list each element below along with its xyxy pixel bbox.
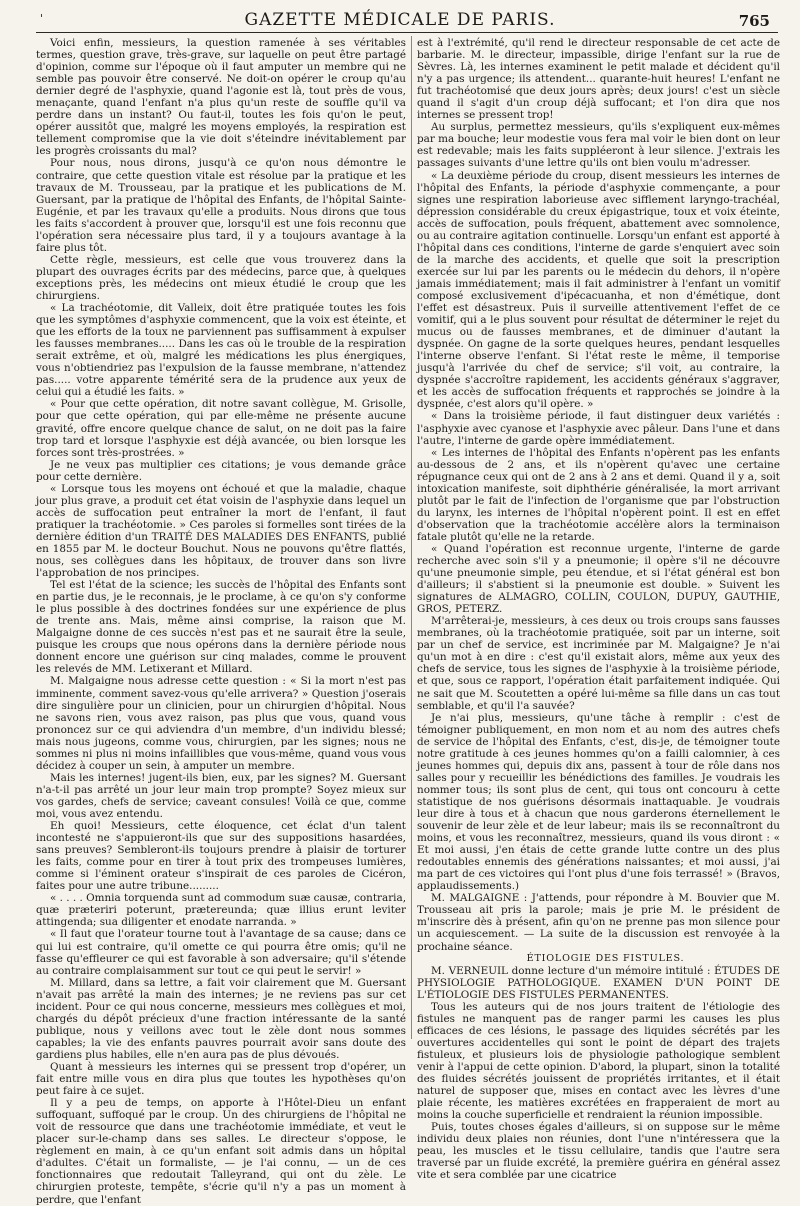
paragraph: est à l'extrémité, qu'il rend le directeur responsable de cet acte de barbarie. M. le directeur, impassible, dirige l'enfant sur la rue de Sèvres. Là, les internes examinent le petit malade et décident qu'il n'y a pas urgence; ils attendent... quarante-huit heures! L'enfant ne fut trachéotomisé que deux jours après; deux jours! c'est un siècle quand il s'agit d'un croup déjà suffocant; et l'on dira que nos internes se pressent trop! bbox=[417, 37, 780, 122]
paragraph: Pour nous, nous dirons, jusqu'à ce qu'on nous démontre le contraire, que cette question vitale est résolue par la pratique et les travaux de M. Trousseau, par la pratique et les publications de M. Guersant, par la pratique de l'hôpital des Enfants, de l'hôpital Sainte-Eugénie, et par les travaux qu'elle a produits. Nous dirons que tous les faits s'accordent à prouver que, lorsqu'il est une fois reconnu que l'opération sera nécessaire plus tard, il y a toujours avantage à la faire plus tôt. bbox=[36, 157, 406, 254]
column-divider bbox=[411, 36, 412, 1039]
header-rule bbox=[36, 32, 778, 33]
paragraph: « Pour que cette opération, dit notre savant collègue, M. Grisolle, pour que cette opération, qui par elle-même ne présente aucune gravité, offre encore quelque chance de salut, on ne doit pas la faire trop tard et lorsque l'asphyxie est déjà avancée, ou bien lorsque les forces sont très-prostrées. » bbox=[36, 398, 406, 459]
paragraph: M. Malgaigne nous adresse cette question : « Si la mort n'est pas imminente, comment savez-vous qu'elle arrivera? » Question j'oserais dire singulière pour un clinicien, pour un chirurgien d'hôpital. Nous ne savons rien, vous avez raison, pas plus que vous, quand vous prononcez sur ce qui adviendra d'un membre, d'un individu blessé; mais nous jugeons, comme vous, chirurgien, par les signes; nous ne sommes ni plus ni moins infaillibles que vous-même, quand vous vous décidez à couper un sein, à amputer un membre. bbox=[36, 675, 406, 772]
paragraph: Tous les auteurs qui de nos jours traitent de l'étiologie des fistules ne manquent pas de ranger parmi les causes les plus efficaces de ces lésions, le passage des liquides sécrétés par les ouvertures accidentelles qui sont le point de départ des trajets fistuleux, et plusieurs lois de physiologie pathologique semblent venir à l'appui de cette opinion. D'abord, la plupart, sinon la totalité des fluides sécrétés jouissent de propriétés irritantes, et il était naturel de supposer que, mises en contact avec les lèvres d'une plaie récente, les matières excrétées en frapperaient de mort au moins la couche superficielle et rendraient la réunion impossible. bbox=[417, 1000, 780, 1122]
right-main-text bbox=[417, 37, 780, 953]
paragraph: M'arrêterai-je, messieurs, à ces deux ou trois croups sans fausses membranes, où la trachéotomie pratiquée, soit par un interne, soit par un chef de service, est incriminée par M. Malgaigne? Je n'ai qu'un mot à en dire : c'est qu'il existait alors, même aux yeux des chefs de service, tous les signes de l'asphyxie à la troisième période, et que, sous ce rapport, l'opération était parfaitement indiquée. Qui ne sait que M. Scoutetten a opéré lui-même sa fille dans un cas tout semblable, et qu'il l'a sauvée? bbox=[417, 615, 780, 712]
header-mark: ' bbox=[40, 12, 44, 25]
paragraph: M. MALGAIGNE : J'attends, pour répondre à M. Bouvier que M. Trousseau ait pris la parole; mais je prie M. le président de m'inscrire dès à présent, afin qu'on ne prenne pas mon silence pour un acquiescement. — La suite de la discussion est renvoyée à la prochaine séance. bbox=[417, 892, 780, 953]
paragraph: Je n'ai plus, messieurs, qu'une tâche à remplir : c'est de témoigner publiquement, en mon nom et au nom des autres chefs de service de l'hôpital des Enfants, c'est, dis-je, de témoigner toute notre gratitude à ces jeunes hommes qu'on a failli calomnier, à ces jeunes hommes qui, depuis dix ans, passent à tour de rôle dans nos salles pour y recueillir les bénédictions des familles. Je voudrais les nommer tous; ils sont plus de cent, qui tous ont concouru à cette statistique de nos guérisons désormais inattaquable. Je voudrais leur dire à tous et à chacun que nous garderons éternellement le souvenir de leur zèle et de leur labeur; mais ils se reconnaîtront du moins, et vous les reconnaîtrez, messieurs, quand ils vous diront : « Et moi aussi, j'en étais de cette grande lutte contre un des plus redoutables ennemis des générations naissantes; et moi aussi, j'ai ma part de ces victoires qui l'ont plus d'une fois terrassé! » (Bravos, applaudissements.) bbox=[417, 711, 780, 893]
paragraph: « . . . . Omnia torquenda sunt ad commodum suæ causæ, contraria, quæ præteriri poterunt, prætereunda; quæ illius erunt leviter attingenda; sua diligenter et enodate narranda. » bbox=[36, 892, 406, 929]
right-column bbox=[417, 37, 780, 1182]
paragraph: Puis, toutes choses égales d'ailleurs, si on suppose sur le même individu deux plaies non réunies, dont l'une n'intéressera que la peau, les muscles et le tissu cellulaire, tandis que l'autre sera traversé par un fluide excrété, la première guérira en général assez vite et sera comblée par une cicatrice bbox=[417, 1121, 780, 1182]
paragraph: Il y a peu de temps, on apporte à l'Hôtel-Dieu un enfant suffoquant, suffoqué par le croup. Un des chirurgiens de l'hôpital ne voit de ressource que dans une trachéotomie immédiate, et veut le placer sur-le-champ dans ses salles. Le directeur s'oppose, le règlement en main, à ce qu'un enfant soit admis dans un hôpital d'adultes. C'était un formaliste, — je l'ai connu, — un de ces fonctionnaires que redoutait Talleyrand, qui ont du zèle. Le chirurgien proteste, tempête, s'écrie qu'il n'y a pas un moment à perdre, que l'enfant bbox=[36, 1097, 406, 1206]
left-column bbox=[36, 37, 406, 1206]
page-number: 765 bbox=[738, 12, 770, 30]
paragraph: Cette règle, messieurs, est celle que vous trouverez dans la plupart des ouvrages écrits par des médecins, parce que, à quelques exceptions près, les médecins ont mieux étudié le croup que les chirurgiens. bbox=[36, 253, 406, 302]
page-header bbox=[0, 8, 800, 32]
paragraph: « La deuxième période du croup, disent messieurs les internes de l'hôpital des Enfants, la période d'asphyxie commençante, a pour signes une respiration laborieuse avec sifflement laryngo-trachéal, dépression considérable du creux épigastrique, toux et voix éteinte, accès de suffocation, pouls fréquent, abattement avec somnolence, ou au contraire agitation continuelle. Lorsqu'un enfant est apporté à l'hôpital dans ces conditions, l'interne de garde s'enquiert avec soin de la marche des accidents, et quelle que soit la prescription exercée sur lui par les parents ou le médecin du dehors, il n'opère jamais immédiatement; mais il fait administrer à l'enfant un vomitif composé exclusivement d'ipécacuanha, et non d'émétique, dont l'effet est désastreux. Puis il surveille attentivement l'effet de ce vomitif, qui a le plus souvent pour résultat de déterminer le rejet du mucus ou de fausses membranes, et de diminuer d'autant la dyspnée. On gagne de la sorte quelques heures, pendant lesquelles l'interne observe l'enfant. Si l'état reste le même, il temporise jusqu'à l'arrivée du chef de service; s'il voit, au contraire, la dyspnée s'accroître rapidement, les accidents généraux s'aggraver, et les accès de suffocation fréquents et rapprochés se joindre à la dyspnée, c'est alors qu'il opère. » bbox=[417, 169, 780, 411]
paragraph: « Il faut que l'orateur tourne tout à l'avantage de sa cause; dans ce qui lui est contraire, qu'il omette ce qui pourra être omis; qu'il ne fasse qu'effleurer ce qui est favorable à son adversaire; qu'il s'étende au contraire complaisamment sur tout ce qui peut le servir! » bbox=[36, 928, 406, 977]
paragraph: « Les internes de l'hôpital des Enfants n'opèrent pas les enfants au-dessous de 2 ans, et ils n'opèrent qu'avec une certaine répugnance ceux qui ont de 2 ans à 2 ans et demi. Quand il y a, soit intoxication manifeste, soit diphthérie généralisée, la mort arrivant plutôt par le fait de l'infection de l'organisme que par l'obstruction du larynx, les internes de l'hôpital n'opèrent point. Il est en effet d'observation que la trachéotomie accélère alors la terminaison fatale plutôt qu'elle ne la retarde. bbox=[417, 446, 780, 543]
paragraph: Mais les internes! jugent-ils bien, eux, par les signes? M. Guersant n'a-t-il pas arrêté un jour leur main trop prompte? Soyez mieux sur vos gardes, chefs de service; caveant consules! Voilà ce que, comme moi, vous avez entendu. bbox=[36, 771, 406, 820]
paragraph: M. Millard, dans sa lettre, a fait voir clairement que M. Guersant n'avait pas arrêté la main des internes; je ne reviens pas sur cet incident. Pour ce qui nous concerne, messieurs mes collègues et moi, chargés du dépôt précieux d'une fraction intéressante de la santé publique, nous y veillons avec tout le zèle dont nous sommes capables; la vie des enfants pauvres pourrait avoir sans doute des gardiens plus habiles, elle n'en aura pas de plus dévoués. bbox=[36, 976, 406, 1061]
paragraph: Je ne veux pas multiplier ces citations; je vous demande grâce pour cette dernière. bbox=[36, 458, 406, 483]
paragraph: Quant à messieurs les internes qui se pressent trop d'opérer, un fait entre mille vous en dira plus que toutes les hypothèses qu'on peut faire à ce sujet. bbox=[36, 1060, 406, 1098]
paragraph: Tel est l'état de la science; les succès de l'hôpital des Enfants sont en partie dus, je le reconnais, je le proclame, à ce qu'on s'y conforme le plus possible à des doctrines fondées sur une expérience de plus de trente ans. Mais, même ainsi comprise, la raison que M. Malgaigne donne de ces succès n'est pas et ne saurait être la seule, puisque les croups que nous opérons dans la dernière période nous donnent encore une guérison sur cinq malades, comme le prouvent les relevés de MM. Letixerant et Millard. bbox=[36, 579, 406, 676]
paragraph: « Dans la troisième période, il faut distinguer deux variétés : l'asphyxie avec cyanose et l'asphyxie avec pâleur. Dans l'une et dans l'autre, l'interne de garde opère immédiatement. bbox=[417, 410, 780, 447]
paragraph: Au surplus, permettez messieurs, qu'ils s'expliquent eux-mêmes par ma bouche; leur modestie vous fera mal voir le bien dont on leur est redevable; mais les faits suppléeront à leur silence. J'extrais les passages suivants d'une lettre qu'ils ont bien voulu m'adresser. bbox=[417, 121, 780, 170]
section-body bbox=[417, 965, 780, 1182]
journal-title: GAZETTE MÉDICALE DE PARIS. bbox=[244, 10, 556, 30]
paragraph: « Lorsque tous les moyens ont échoué et que la maladie, chaque jour plus grave, a produit cet état voisin de l'asphyxie dans lequel un accès de suffocation peut entraîner la mort de l'enfant, il faut pratiquer la trachéotomie. » Ces paroles si formelles sont tirées de la dernière édition d'un TRAITÉ DES MALADIES DES ENFANTS, publié en 1855 par M. le docteur Bouchut. Nous ne pouvons qu'être flattés, nous, ses collègues dans les hôpitaux, de trouver dans son livre l'approbation de nos principes. bbox=[36, 482, 406, 580]
paragraph: Voici enfin, messieurs, la question ramenée à ses véritables termes, question grave, très-grave, sur laquelle on peut être partagé d'opinion, comme sur l'époque où il faut amputer un membre qui ne semble pas pouvoir être conservé. Ne doit-on opérer le croup qu'au dernier degré de l'asphyxie, quand l'agonie est là, tout près de vous, menaçante, quand l'enfant n'a plus qu'un reste de souffle qu'il va perdre dans un instant? Ou faut-il, toutes les fois qu'on le peut, opérer aussitôt que, malgré les moyens employés, la respiration est tellement compromise que la vie doit s'éteindre inévitablement par les progrès croissants du mal? bbox=[36, 37, 406, 158]
paragraph: « Quand l'opération est reconnue urgente, l'interne de garde recherche avec soin s'il y a pneumonie; il opère s'il ne découvre qu'une pneumonie simple, peu étendue, et si l'état général est bon d'ailleurs; il s'abstient si la pneumonie est double. » Suivent les signatures de ALMAGRO, COLLIN, COULON, DUPUY, GAUTHIE, GROS, PETERZ. bbox=[417, 542, 780, 616]
paragraph: Eh quoi! Messieurs, cette éloquence, cet éclat d'un talent incontesté ne s'appuieront-ils que sur des suppositions hasardées, sans preuves? Sembleront-ils toujours prendre à plaisir de torturer les faits, comme pour en tirer à tout prix des trompeuses lumières, comme si l'éminent orateur s'inspirait de ces paroles de Cicéron, faites pour une autre tribune......... bbox=[36, 820, 406, 893]
paragraph: « La trachéotomie, dit Valleix, doit être pratiquée toutes les fois que les symptômes d'asphyxie commencent, que la voix est éteinte, et que les efforts de la toux ne parviennent pas suffisamment à expulser les fausses membranes..... Dans les cas où le trouble de la respiration serait extrême, et où, malgré les médications les plus énergiques, vous n'obtiendriez pas l'expulsion de la fausse membrane, n'attendez pas..... votre apparente témérité sera de la prudence aux yeux de celui qui a étudié les faits. » bbox=[36, 302, 406, 399]
paragraph: M. VERNEUIL donne lecture d'un mémoire intitulé : ÉTUDES DE PHYSIOLOGIE PATHOLOGIQUE. EXAMEN D'UN POINT DE L'ÉTIOLOGIE DES FISTULES PERMANENTES. bbox=[417, 964, 780, 1001]
section-title: ÉTIOLOGIE DES FISTULES. bbox=[526, 952, 685, 964]
